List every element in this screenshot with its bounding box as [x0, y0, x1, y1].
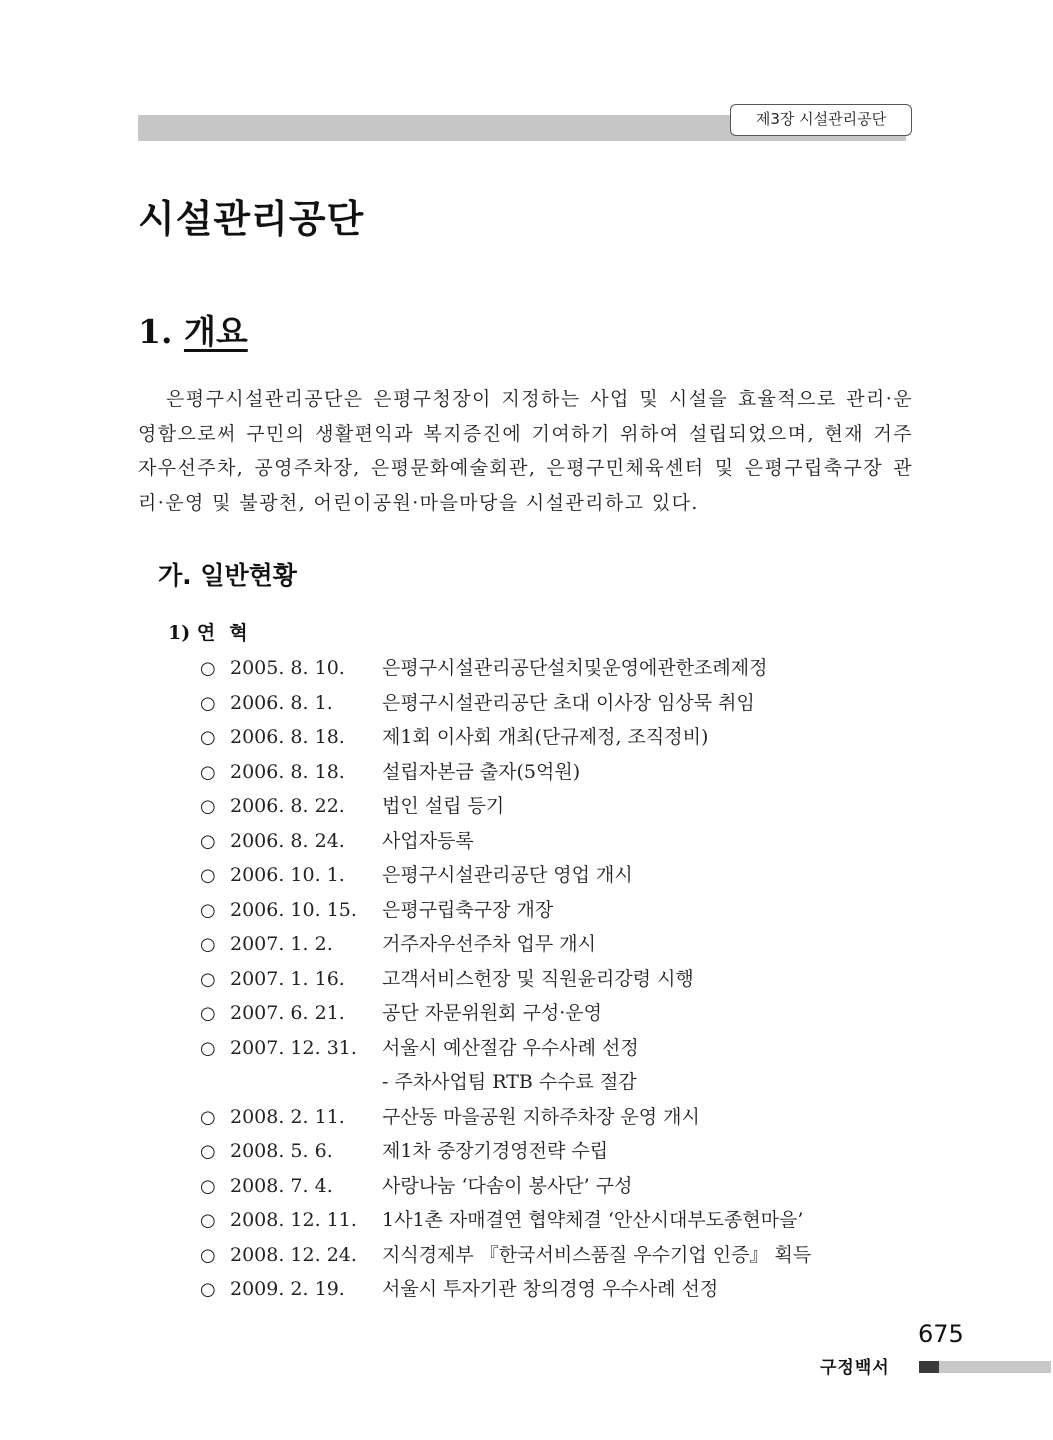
history-date: 2008. 7. 4.: [230, 1174, 333, 1197]
history-date: 2008. 2. 11.: [230, 1105, 345, 1128]
history-text: 서울시 예산절감 우수사례 선정: [382, 1036, 639, 1059]
history-text: 공단 자문위원회 구성·운영: [382, 1002, 603, 1024]
section-title: 개요: [183, 312, 248, 351]
history-text: 은평구시설관리공단 초대 이사장 임상묵 취임: [382, 691, 755, 714]
bullet-icon: ○: [200, 692, 216, 714]
history-item: [200, 927, 920, 962]
chapter-tab: 제3장 시설관리공단: [730, 104, 912, 136]
history-date: 2006. 8. 18.: [230, 726, 345, 748]
history-heading: [168, 618, 262, 645]
history-item: [200, 1238, 920, 1273]
history-item: [200, 824, 920, 859]
history-date: 2006. 10. 1.: [230, 864, 345, 886]
history-item: [200, 893, 920, 928]
history-date: 2006. 8. 22.: [230, 795, 345, 817]
bullet-icon: ○: [200, 1141, 216, 1162]
intro-paragraph: 은평구시설관리공단은 은평구청장이 지정하는 사업 및 시설을 효율적으로 관리·운영함으로써 구민의 생활편익과 복지증진에 기여하기 위하여 설립되었으며, 현재 거주자우선주차, 공영주차장, 은평문화예술회관, 은평구민체육센터 및 은평구립축구장 관리·운영 및 불광천, 어린이공원·마을마당을 시설관리하고 있다.: [138, 388, 913, 514]
history-date: 2007. 6. 21.: [230, 1002, 345, 1024]
history-item: [200, 651, 920, 686]
history-item: [200, 858, 920, 893]
history-date: 2008. 5. 6.: [230, 1140, 333, 1162]
history-text: 지식경제부 『한국서비스품질 우수기업 인증』 획득: [382, 1243, 812, 1266]
history-date: 2007. 1. 2.: [230, 933, 333, 955]
history-text: 은평구립축구장 개장: [382, 898, 554, 921]
history-item: [200, 1100, 920, 1135]
footer-bar-light: [939, 1361, 1051, 1373]
history-text: 법인 설립 등기: [382, 795, 505, 817]
history-text: 구산동 마을공원 지하주차장 운영 개시: [382, 1105, 700, 1128]
history-date: 2006. 8. 1.: [230, 691, 333, 714]
page-number: 675: [918, 1320, 964, 1348]
bullet-icon: ○: [200, 658, 216, 679]
history-item: [200, 686, 920, 721]
section-number: 1.: [138, 312, 173, 351]
bullet-icon: ○: [200, 830, 216, 852]
history-text: 서울시 투자기관 창의경영 우수사례 선정: [382, 1278, 719, 1300]
history-text: 사업자등록: [382, 829, 474, 852]
history-date: 2006. 10. 15.: [230, 898, 357, 921]
history-list: [200, 651, 920, 1307]
section-heading: [138, 306, 248, 353]
history-sub-note: - 주차사업팀 RTB 수수료 절감: [382, 1071, 637, 1093]
history-item: [200, 1134, 920, 1169]
bullet-icon: ○: [200, 727, 216, 748]
bullet-icon: ○: [200, 761, 216, 783]
history-text: 은평구시설관리공단설치및운영에관한조례제정: [382, 657, 768, 679]
bullet-icon: ○: [200, 1037, 216, 1059]
page-title: 시설관리공단: [138, 197, 365, 241]
history-item: [200, 962, 920, 997]
history-heading-label: 연혁: [196, 622, 262, 644]
history-date: 2005. 8. 10.: [230, 657, 345, 679]
history-item: [200, 1031, 920, 1066]
history-text: 제1회 이사회 개최(단규제정, 조직정비): [382, 726, 709, 748]
history-text: 사랑나눔 ‘다솜이 봉사단’ 구성: [382, 1174, 633, 1197]
history-text: 제1차 중장기경영전략 수립: [382, 1140, 609, 1162]
history-date: 2008. 12. 11.: [230, 1209, 357, 1231]
history-item: [200, 755, 920, 790]
book-title: 구정백서: [820, 1358, 890, 1378]
history-text: 고객서비스헌장 및 직원윤리강령 시행: [382, 967, 694, 990]
history-item: [200, 1169, 920, 1204]
bullet-icon: ○: [200, 1003, 216, 1024]
footer-bar-dark: [919, 1361, 939, 1373]
history-item: [200, 789, 920, 824]
history-item: [200, 720, 920, 755]
history-item: [200, 1272, 920, 1307]
bullet-icon: ○: [200, 1210, 216, 1231]
history-date: 2008. 12. 24.: [230, 1243, 357, 1266]
bullet-icon: ○: [200, 1279, 216, 1300]
history-heading-number: 1): [168, 622, 191, 644]
bullet-icon: ○: [200, 899, 216, 921]
history-text: 설립자본금 출자(5억원): [382, 760, 581, 783]
history-date: 2009. 2. 19.: [230, 1278, 345, 1300]
history-item: [200, 996, 920, 1031]
bullet-icon: ○: [200, 934, 216, 955]
bullet-icon: ○: [200, 796, 216, 817]
history-text: 1사1촌 자매결연 협약체결 ‘안산시대부도종현마을’: [382, 1209, 804, 1231]
history-text: 거주자우선주차 업무 개시: [382, 933, 596, 955]
bullet-icon: ○: [200, 1175, 216, 1197]
history-date: 2007. 12. 31.: [230, 1036, 357, 1059]
bullet-icon: ○: [200, 1106, 216, 1128]
bullet-icon: ○: [200, 968, 216, 990]
bullet-icon: ○: [200, 865, 216, 886]
history-date: 2006. 8. 24.: [230, 829, 345, 852]
bullet-icon: ○: [200, 1244, 216, 1266]
history-date: 2007. 1. 16.: [230, 967, 345, 990]
subsection-heading: 가. 일반현황: [158, 561, 297, 590]
history-text: 은평구시설관리공단 영업 개시: [382, 864, 633, 886]
history-item: [200, 1203, 920, 1238]
history-date: 2006. 8. 18.: [230, 760, 345, 783]
